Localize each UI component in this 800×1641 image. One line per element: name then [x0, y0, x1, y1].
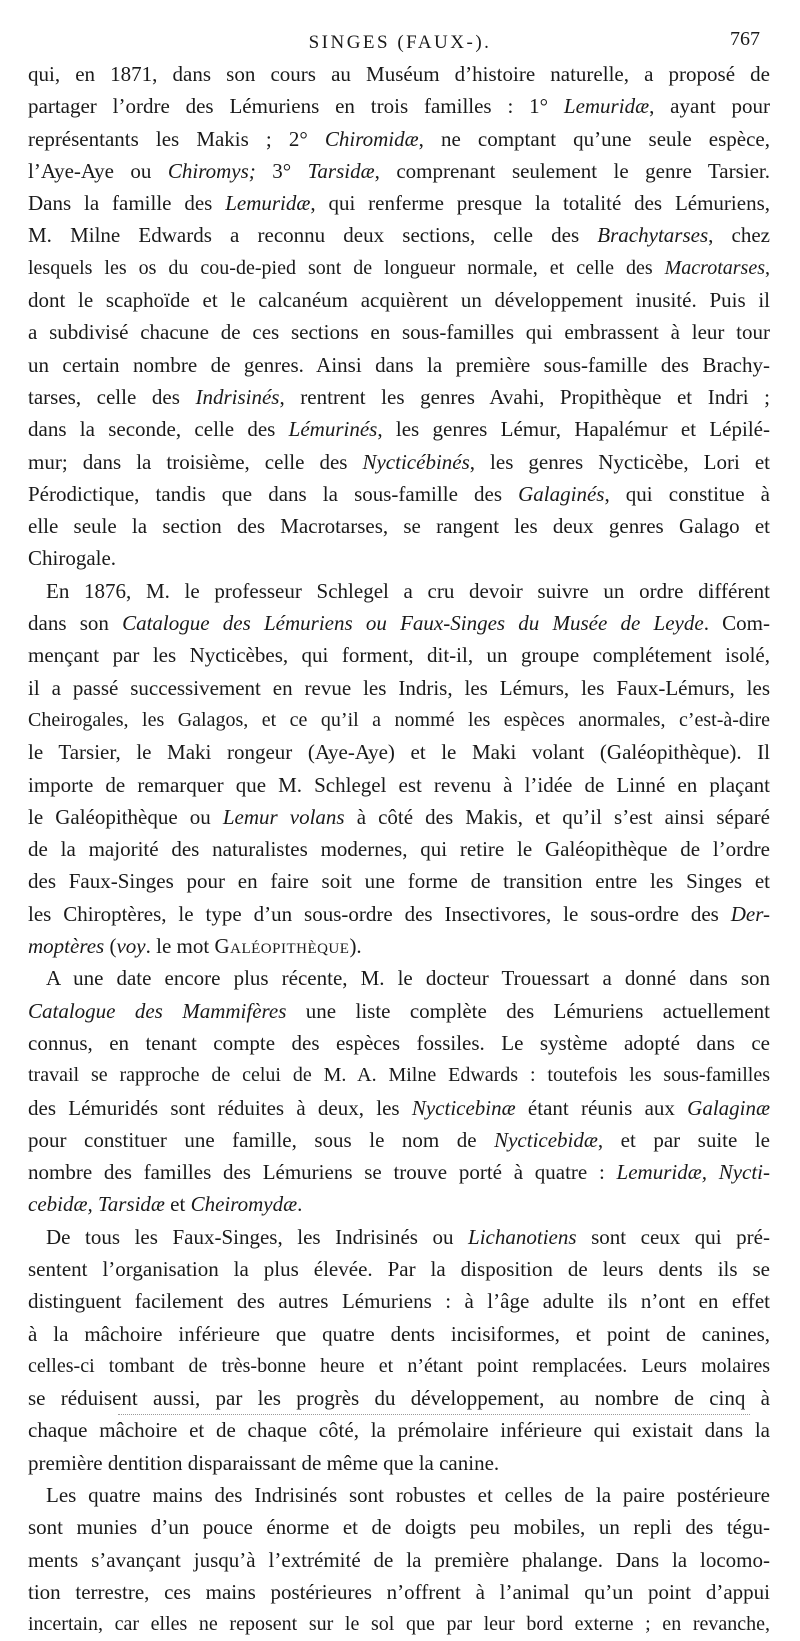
- text-line: le Galéopithèque ou Lemur volans à côté des Makis, et qu’il s’est ainsi séparé: [28, 804, 770, 829]
- text-line: importe de remarquer que M. Schlegel est revenu à l’idée de Linné en plaçant: [28, 772, 770, 797]
- text-line: connus, en tenant compte des espèces fossiles. Le système adopté dans ce: [28, 1030, 770, 1055]
- text-line: Cheirogales, les Galagos, et ce qu’il a nommé les espèces anormales, c’est-à-dire: [28, 708, 770, 731]
- text-line: dont le scaphoïde et le calcanéum acquièrent un développement inusité. Puis il: [28, 288, 770, 313]
- text-line: ments s’avançant jusqu’à l’extrémité de la première phalange. Dans la locomo-: [28, 1547, 770, 1572]
- text-line: il a passé successivement en revue les Indris, les Lémurs, les Faux-Lémurs, les: [28, 675, 770, 700]
- text-line: se réduisent aussi, par les progrès du développement, au nombre de cinq à: [28, 1386, 770, 1411]
- bottom-rule: [118, 1414, 750, 1415]
- text-line: Dans la famille des Lemuridæ, qui renferme presque la totalité des Lémuriens,: [28, 191, 770, 216]
- text-line: dans la seconde, celle des Lémurinés, les genres Lémur, Hapalémur et Lépilé-: [28, 417, 770, 442]
- text-line: tion terrestre, ces mains postérieures n’offrent à l’animal qu’un point d’appui: [28, 1579, 770, 1604]
- text-line: représentants les Makis ; 2° Chiromidæ, ne comptant qu’une seule espèce,: [28, 126, 770, 151]
- text-line: pour constituer une famille, sous le nom de Nycticebidæ, et par suite le: [28, 1127, 770, 1152]
- text-line: le Tarsier, le Maki rongeur (Aye-Aye) et le Maki volant (Galéopithèque). Il: [28, 740, 770, 765]
- text-line: a subdivisé chacune de ces sections en sous-familles qui embrassent à leur tour: [28, 320, 770, 345]
- text-line: incertain, car elles ne reposent sur le sol que par leur bord externe ; en revanche,: [28, 1613, 770, 1636]
- text-line: A une date encore plus récente, M. le docteur Trouessart a donné dans son: [46, 966, 770, 991]
- text-line: celles-ci tombant de très-bonne heure et n’étant point remplacées. Leurs molaires: [28, 1354, 770, 1377]
- text-line: moptères (voy. le mot Galéopithèque).: [28, 934, 362, 959]
- text-line: distinguent facilement des autres Lémuriens : à l’âge adulte ils n’ont en effet: [28, 1289, 770, 1314]
- text-line: les Chiroptères, le type d’un sous-ordre des Insectivores, le sous-ordre des Der-: [28, 901, 770, 926]
- text-line: des Lémuridés sont réduites à deux, les Nycticebinæ étant réunis aux Galaginæ: [28, 1095, 770, 1120]
- text-line: Les quatre mains des Indrisinés sont robustes et celles de la paire postérieure: [46, 1483, 770, 1508]
- text-line: mençant par les Nycticèbes, qui forment, dit-il, un groupe complétement isolé,: [28, 643, 770, 668]
- text-line: De tous les Faux-Singes, les Indrisinés ou Lichanotiens sont ceux qui pré-: [46, 1224, 770, 1249]
- text-line: tarses, celle des Indrisinés, rentrent les genres Avahi, Propithèque et Indri ;: [28, 384, 770, 409]
- text-line: dans son Catalogue des Lémuriens ou Faux-Singes du Musée de Leyde. Com-: [28, 611, 770, 636]
- running-head: [30, 28, 770, 58]
- text-line: Chirogale.: [28, 546, 117, 571]
- text-line: elle seule la section des Macrotarses, se rangent les deux genres Galago et: [28, 514, 770, 539]
- page-number: 767: [730, 28, 760, 50]
- body-text: [28, 58, 770, 1641]
- text-line: sentent l’organisation la plus élevée. Par la disposition de leurs dents ils se: [28, 1256, 770, 1281]
- text-line: un certain nombre de genres. Ainsi dans la première sous-famille des Brachy-: [28, 352, 770, 377]
- text-line: Pérodictique, tandis que dans la sous-famille des Galaginés, qui constitue à: [28, 481, 770, 506]
- text-line: à la mâchoire inférieure que quatre dents incisiformes, et point de canines,: [28, 1321, 770, 1346]
- text-line: lesquels les os du cou-de-pied sont de longueur normale, et celle des Macrotarses,: [28, 256, 770, 279]
- text-line: nombre des familles des Lémuriens se trouve porté à quatre : Lemuridæ, Nycti-: [28, 1160, 770, 1185]
- text-line: qui, en 1871, dans son cours au Muséum d’histoire naturelle, a proposé de: [28, 62, 770, 86]
- text-line: Catalogue des Mammifères une liste complète des Lémuriens actuellement: [28, 998, 770, 1023]
- text-line: chaque mâchoire et de chaque côté, la prémolaire inférieure qui existait dans la: [28, 1418, 770, 1443]
- text-line: cebidæ, Tarsidæ et Cheiromydæ.: [28, 1192, 303, 1217]
- text-line: M. Milne Edwards a reconnu deux sections, celle des Brachytarses, chez: [28, 223, 770, 248]
- text-line: l’Aye-Aye ou Chiromys; 3° Tarsidæ, comprenant seulement le genre Tarsier.: [28, 158, 770, 183]
- text-line: première dentition disparaissant de même que la canine.: [28, 1450, 500, 1475]
- text-line: partager l’ordre des Lémuriens en trois familles : 1° Lemuridæ, ayant pour: [28, 94, 770, 119]
- text-line: mur; dans la troisième, celle des Nycticébinés, les genres Nycticèbe, Lori et: [28, 449, 770, 474]
- text-line: En 1876, M. le professeur Schlegel a cru devoir suivre un ordre différent: [46, 578, 770, 603]
- text-line: travail se rapproche de celui de M. A. Milne Edwards : toutefois les sous-familles: [28, 1064, 770, 1087]
- text-line: sont munies d’un pouce énorme et de doigts peu mobiles, un repli des tégu-: [28, 1515, 770, 1540]
- text-line: des Faux-Singes pour en faire soit une forme de transition entre les Singes et: [28, 869, 770, 894]
- running-title: SINGES (FAUX-).: [308, 32, 492, 53]
- text-line: de la majorité des naturalistes modernes, qui retire le Galéopithèque de l’ordre: [28, 837, 770, 862]
